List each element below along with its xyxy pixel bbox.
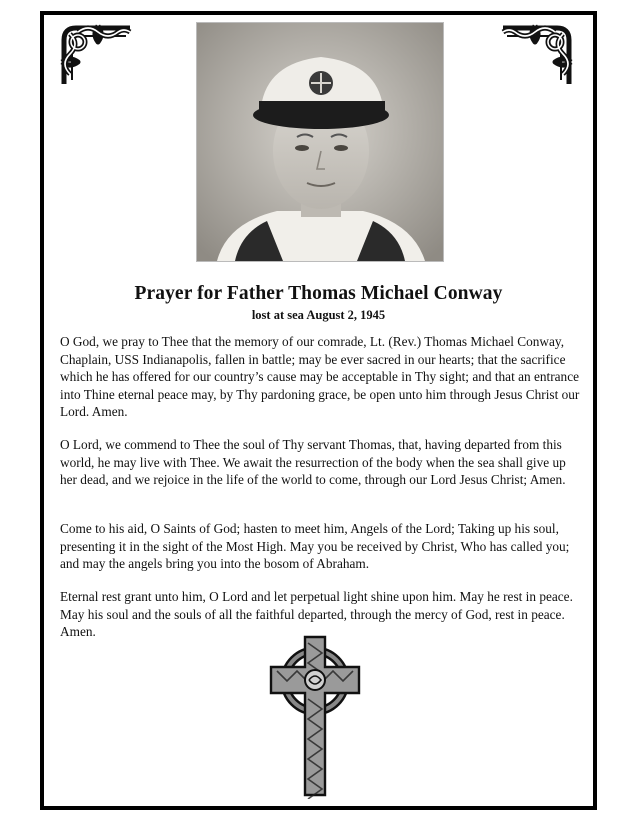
prayer-paragraph: Eternal rest grant unto him, O Lord and let perpetual light shine upon him. May he rest in peace. May his soul and the souls of all the faithful departed, through the mercy of God, rest in peace. Amen.	[60, 589, 573, 640]
celtic-knot-corner-icon	[58, 22, 136, 90]
celtic-knot-corner-icon	[497, 22, 575, 90]
page-title: Prayer for Father Thomas Michael Conway	[134, 283, 503, 304]
prayer-paragraph: O God, we pray to Thee that the memory of our comrade, Lt. (Rev.) Thomas Michael Conway, Chaplain, USS Indianapolis, fallen in battle; may be ever sacred in our hearts; that the sacrifice which he has offered for our country’s cause may be acceptable in Thy sight; and that an entrance into Thine eternal peace may, by Thy pardoning grace, be open unto him through Jesus Christ our Lord. Amen.	[60, 334, 580, 420]
portrait-photo	[196, 22, 444, 262]
prayer-paragraph: O Lord, we commend to Thee the soul of Thy servant Thomas, that, having departed from this world, he may live with Thee. We await the resurrection of the body when the sea shall give up her dead, and we rejoice in the life of the world to come, through our Lord Jesus Christ; Amen.	[60, 437, 566, 488]
prayer-paragraph: Come to his aid, O Saints of God; hasten to meet him, Angels of the Lord; Taking up his soul, presenting it in the sight of the Most High. May you be received by Christ, Who has called you; and may the angels bring you into the bosom of Abraham.	[60, 521, 570, 572]
celtic-cross-icon	[267, 633, 363, 799]
page-subtitle: lost at sea August 2, 1945	[251, 308, 386, 322]
